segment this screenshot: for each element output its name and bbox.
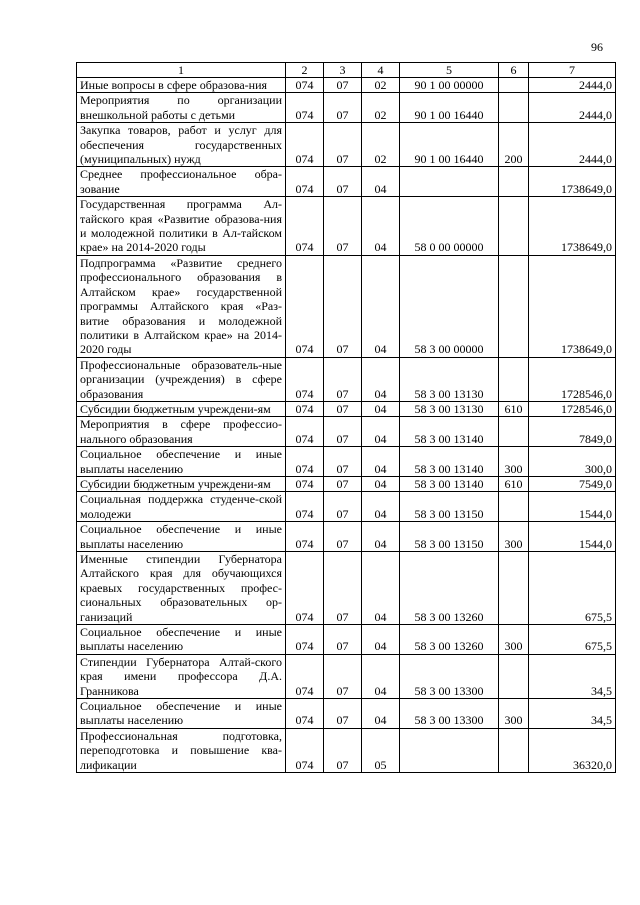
admin-code: 074	[286, 417, 324, 447]
target-article-code: 58 0 00 00000	[400, 197, 499, 256]
section-code: 07	[324, 476, 362, 491]
target-article-code: 58 3 00 00000	[400, 255, 499, 357]
section-code: 07	[324, 728, 362, 772]
admin-code: 074	[286, 699, 324, 729]
admin-code: 074	[286, 401, 324, 416]
section-code: 07	[324, 552, 362, 625]
page-number: 96	[591, 40, 603, 54]
table-row	[77, 167, 616, 197]
section-code: 07	[324, 167, 362, 197]
table-row	[77, 93, 616, 123]
column-header: 7	[529, 63, 616, 78]
amount: 1728546,0	[529, 401, 616, 416]
amount: 36320,0	[529, 728, 616, 772]
subsection-code: 04	[362, 625, 400, 655]
amount: 675,5	[529, 552, 616, 625]
column-header: 3	[324, 63, 362, 78]
budget-table	[76, 62, 616, 773]
expense-type-code: 300	[499, 625, 529, 655]
target-article-code: 58 3 00 13150	[400, 522, 499, 552]
expense-type-code	[499, 357, 529, 401]
target-article-code	[400, 167, 499, 197]
table-row	[77, 78, 616, 93]
section-code: 07	[324, 492, 362, 522]
row-description: Субсидии бюджетным учреждени-ям	[77, 476, 286, 491]
admin-code: 074	[286, 78, 324, 93]
row-description: Социальное обеспечение и иные выплаты населению	[77, 625, 286, 655]
row-description: Социальная поддержка студенче-ской молодежи	[77, 492, 286, 522]
expense-type-code	[499, 197, 529, 256]
column-header: 4	[362, 63, 400, 78]
table-row	[77, 255, 616, 357]
target-article-code: 58 3 00 13140	[400, 447, 499, 477]
subsection-code: 04	[362, 492, 400, 522]
subsection-code: 04	[362, 654, 400, 698]
target-article-code: 58 3 00 13130	[400, 357, 499, 401]
table-row	[77, 699, 616, 729]
row-description: Мероприятия по организации внешкольной работы с детьми	[77, 93, 286, 123]
expense-type-code	[499, 255, 529, 357]
amount: 2444,0	[529, 93, 616, 123]
subsection-code: 04	[362, 255, 400, 357]
subsection-code: 04	[362, 476, 400, 491]
amount: 7849,0	[529, 417, 616, 447]
row-description: Социальное обеспечение и иные выплаты населению	[77, 447, 286, 477]
amount: 300,0	[529, 447, 616, 477]
amount: 2444,0	[529, 123, 616, 167]
admin-code: 074	[286, 357, 324, 401]
target-article-code: 90 1 00 16440	[400, 123, 499, 167]
target-article-code: 58 3 00 13260	[400, 625, 499, 655]
amount: 2444,0	[529, 78, 616, 93]
subsection-code: 02	[362, 78, 400, 93]
expense-type-code	[499, 78, 529, 93]
column-header: 6	[499, 63, 529, 78]
amount: 1544,0	[529, 492, 616, 522]
target-article-code: 58 3 00 13140	[400, 417, 499, 447]
expense-type-code: 300	[499, 447, 529, 477]
row-description: Субсидии бюджетным учреждени-ям	[77, 401, 286, 416]
row-description: Профессиональные образователь-ные организации (учреждения) в сфере образования	[77, 357, 286, 401]
subsection-code: 04	[362, 699, 400, 729]
amount: 1728546,0	[529, 357, 616, 401]
subsection-code: 04	[362, 401, 400, 416]
expense-type-code	[499, 728, 529, 772]
table-row	[77, 522, 616, 552]
expense-type-code	[499, 654, 529, 698]
table-row	[77, 417, 616, 447]
table-row	[77, 401, 616, 416]
column-header: 5	[400, 63, 499, 78]
target-article-code: 58 3 00 13130	[400, 401, 499, 416]
subsection-code: 04	[362, 417, 400, 447]
header-row	[77, 63, 616, 78]
subsection-code: 04	[362, 167, 400, 197]
amount: 34,5	[529, 654, 616, 698]
target-article-code: 90 1 00 16440	[400, 93, 499, 123]
target-article-code: 58 3 00 13260	[400, 552, 499, 625]
row-description: Социальное обеспечение и иные выплаты населению	[77, 699, 286, 729]
table-row	[77, 357, 616, 401]
amount: 1738649,0	[529, 197, 616, 256]
admin-code: 074	[286, 552, 324, 625]
expense-type-code: 610	[499, 401, 529, 416]
section-code: 07	[324, 447, 362, 477]
subsection-code: 04	[362, 447, 400, 477]
section-code: 07	[324, 401, 362, 416]
amount: 1544,0	[529, 522, 616, 552]
row-description: Профессиональная подготовка, переподготовка и повышение ква-лификации	[77, 728, 286, 772]
admin-code: 074	[286, 492, 324, 522]
subsection-code: 04	[362, 357, 400, 401]
row-description: Среднее профессиональное обра-зование	[77, 167, 286, 197]
subsection-code: 05	[362, 728, 400, 772]
subsection-code: 02	[362, 93, 400, 123]
row-description: Мероприятия в сфере профессио-нального образования	[77, 417, 286, 447]
expense-type-code: 300	[499, 699, 529, 729]
admin-code: 074	[286, 625, 324, 655]
section-code: 07	[324, 93, 362, 123]
table-row	[77, 625, 616, 655]
section-code: 07	[324, 417, 362, 447]
admin-code: 074	[286, 255, 324, 357]
admin-code: 074	[286, 654, 324, 698]
expense-type-code	[499, 492, 529, 522]
target-article-code: 58 3 00 13300	[400, 654, 499, 698]
admin-code: 074	[286, 728, 324, 772]
expense-type-code: 610	[499, 476, 529, 491]
section-code: 07	[324, 78, 362, 93]
table-row	[77, 123, 616, 167]
subsection-code: 02	[362, 123, 400, 167]
section-code: 07	[324, 654, 362, 698]
table-row	[77, 492, 616, 522]
expense-type-code: 300	[499, 522, 529, 552]
admin-code: 074	[286, 93, 324, 123]
target-article-code: 58 3 00 13150	[400, 492, 499, 522]
table-row	[77, 654, 616, 698]
table-row	[77, 197, 616, 256]
row-description: Социальное обеспечение и иные выплаты населению	[77, 522, 286, 552]
table-row	[77, 476, 616, 491]
amount: 7549,0	[529, 476, 616, 491]
subsection-code: 04	[362, 522, 400, 552]
expense-type-code	[499, 167, 529, 197]
row-description: Подпрограмма «Развитие среднего профессионального образования в Алтайском крае» государственной программы Алтайского края «Раз-витие образования и молодежной политики в Алтайском крае» на 2014-2020 годы	[77, 255, 286, 357]
row-description: Закупка товаров, работ и услуг для обеспечения государственных (муниципальных) нужд	[77, 123, 286, 167]
table-row	[77, 552, 616, 625]
column-header: 1	[77, 63, 286, 78]
amount: 1738649,0	[529, 255, 616, 357]
admin-code: 074	[286, 197, 324, 256]
admin-code: 074	[286, 522, 324, 552]
section-code: 07	[324, 522, 362, 552]
expense-type-code: 200	[499, 123, 529, 167]
section-code: 07	[324, 625, 362, 655]
admin-code: 074	[286, 476, 324, 491]
row-description: Именные стипендии Губернатора Алтайского края для обучающихся краевых государственных профес-сиональных образовательных ор-ганизаций	[77, 552, 286, 625]
amount: 675,5	[529, 625, 616, 655]
section-code: 07	[324, 123, 362, 167]
section-code: 07	[324, 357, 362, 401]
column-header: 2	[286, 63, 324, 78]
target-article-code: 58 3 00 13140	[400, 476, 499, 491]
amount: 1738649,0	[529, 167, 616, 197]
row-description: Государственная программа Ал-тайского края «Развитие образова-ния и молодежной политики в Ал-тайском крае» на 2014-2020 годы	[77, 197, 286, 256]
row-description: Стипендии Губернатора Алтай-ского края имени профессора Д.А. Гранникова	[77, 654, 286, 698]
expense-type-code	[499, 417, 529, 447]
section-code: 07	[324, 699, 362, 729]
table-row	[77, 447, 616, 477]
expense-type-code	[499, 93, 529, 123]
admin-code: 074	[286, 447, 324, 477]
section-code: 07	[324, 255, 362, 357]
section-code: 07	[324, 197, 362, 256]
target-article-code	[400, 728, 499, 772]
table-row	[77, 728, 616, 772]
subsection-code: 04	[362, 552, 400, 625]
amount: 34,5	[529, 699, 616, 729]
row-description: Иные вопросы в сфере образова-ния	[77, 78, 286, 93]
target-article-code: 90 1 00 00000	[400, 78, 499, 93]
expense-type-code	[499, 552, 529, 625]
subsection-code: 04	[362, 197, 400, 256]
admin-code: 074	[286, 123, 324, 167]
target-article-code: 58 3 00 13300	[400, 699, 499, 729]
admin-code: 074	[286, 167, 324, 197]
